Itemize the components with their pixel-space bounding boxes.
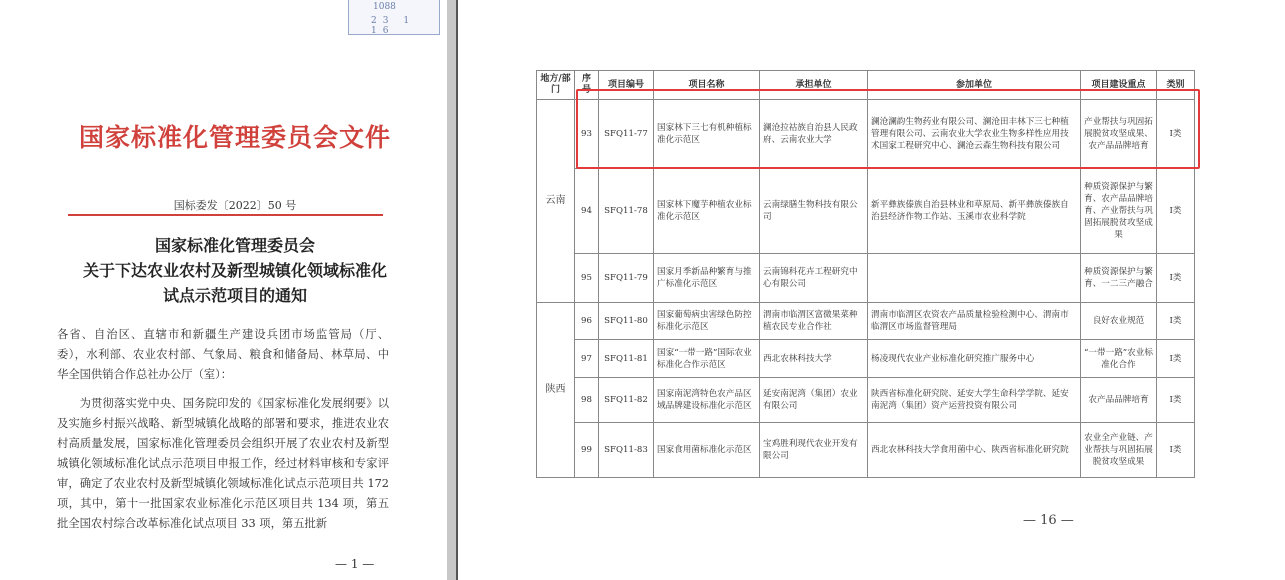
cell-no: 93 — [575, 100, 599, 169]
cell-participants: 杨凌现代农业产业标准化研究推广服务中心 — [868, 340, 1081, 378]
cell-participants: 渭南市临渭区农资农产品质量检验检测中心、渭南市临渭区市场监督管理局 — [868, 303, 1081, 340]
cell-focus: 农产品品牌培育 — [1081, 378, 1157, 423]
cell-code: SFQ11-81 — [599, 340, 654, 378]
left-page — [0, 0, 447, 580]
region-cell: 陕西 — [537, 303, 575, 478]
cell-code: SFQ11-77 — [599, 100, 654, 169]
table-row — [537, 254, 1195, 303]
cell-category: Ⅰ类 — [1157, 423, 1195, 478]
page-number-left: — 1 — — [335, 557, 375, 571]
cell-name: 国家南泥湾特色农产品区域品牌建设标准化示范区 — [654, 378, 760, 423]
cell-code: SFQ11-83 — [599, 423, 654, 478]
cell-no: 94 — [575, 169, 599, 254]
table-row — [537, 378, 1195, 423]
cell-undertaker: 西北农林科技大学 — [760, 340, 868, 378]
cell-no: 97 — [575, 340, 599, 378]
cell-category: Ⅰ类 — [1157, 100, 1195, 169]
table-row — [537, 169, 1195, 254]
header-region: 地方/部门 — [537, 71, 575, 100]
cell-name: 国家月季新品种繁育与推广标准化示范区 — [654, 254, 760, 303]
cell-undertaker: 渭南市临渭区富微果菜种植农民专业合作社 — [760, 303, 868, 340]
cell-focus: 种质资源保护与繁育、一二三产融合 — [1081, 254, 1157, 303]
header-category: 类别 — [1157, 71, 1195, 100]
stamp-number: 1088 — [373, 2, 396, 12]
cell-undertaker: 宝鸡胜利现代农业开发有限公司 — [760, 423, 868, 478]
cell-name: 国家“一带一路”国际农业标准化合作示范区 — [654, 340, 760, 378]
stamp-date: 23 1 16 — [371, 16, 416, 36]
cell-no: 98 — [575, 378, 599, 423]
table-row — [537, 100, 1195, 169]
header-name: 项目名称 — [654, 71, 760, 100]
addressee-paragraph: 各省、自治区、直辖市和新疆生产建设兵团市场监管局（厅、委），水利部、农业农村部、气象局、粮食和储备局、林草局、中华全国供销合作总社办公厅（室）： — [57, 328, 389, 381]
table-header-row — [537, 71, 1195, 100]
cell-participants: 陕西省标准化研究院、延安大学生命科学学院、延安南泥湾（集团）资产运营投资有限公司 — [868, 378, 1081, 423]
received-stamp — [348, 0, 440, 35]
cell-name: 国家林下三七有机种植标准化示范区 — [654, 100, 760, 169]
cell-code: SFQ11-82 — [599, 378, 654, 423]
region-cell: 云南 — [537, 100, 575, 303]
cell-focus: 种质资源保护与繁育、农产品品牌培育、产业帮扶与巩固拓展脱贫攻坚成果 — [1081, 169, 1157, 254]
header-participants: 参加单位 — [868, 71, 1081, 100]
cell-code: SFQ11-78 — [599, 169, 654, 254]
title-line-3: 试点示范项目的通知 — [162, 286, 307, 305]
cell-participants — [868, 254, 1081, 303]
cell-undertaker: 延安南泥湾（集团）农业有限公司 — [760, 378, 868, 423]
cell-code: SFQ11-79 — [599, 254, 654, 303]
cell-category: Ⅰ类 — [1157, 340, 1195, 378]
header-focus: 项目建设重点 — [1081, 71, 1157, 100]
cell-category: Ⅰ类 — [1157, 254, 1195, 303]
cell-undertaker: 云南绿膳生物科技有限公司 — [760, 169, 868, 254]
cell-undertaker: 云南锦科花卉工程研究中心有限公司 — [760, 254, 868, 303]
body-paragraph: 为贯彻落实党中央、国务院印发的《国家标准化发展纲要》以及实施乡村振兴战略、新型城镇化战略的部署和要求，推进农业农村高质量发展，国家标准化管理委员会组织开展了农业农村及新型城镇化领域标准化试点示范项目申报工作，经过材料审核和专家评审，确定了农业农村及新型城镇化领域标准化试点示范项目共 172 项，其中，第十一批国家农业标准化示范区项目共 134 项，第五批全国农村综合改革标准化试点项目 33 项，第五批新 — [57, 397, 389, 530]
cell-code: SFQ11-80 — [599, 303, 654, 340]
title-line-2: 关于下达农业农村及新型城镇化领域标准化 — [82, 261, 387, 280]
cell-no: 95 — [575, 254, 599, 303]
cell-focus: 农业全产业链、产业帮扶与巩固拓展脱贫攻坚成果 — [1081, 423, 1157, 478]
cell-no: 99 — [575, 423, 599, 478]
table-row — [537, 423, 1195, 478]
red-divider — [68, 214, 383, 216]
cell-focus: 良好农业规范 — [1081, 303, 1157, 340]
table-row — [537, 340, 1195, 378]
cell-undertaker: 澜沧拉祜族自治县人民政府、云南农业大学 — [760, 100, 868, 169]
cell-participants: 新平彝族傣族自治县林业和草原局、新平彝族傣族自治县经济作物工作站、玉溪市农业科学院 — [868, 169, 1081, 254]
document-header: 国家标准化管理委员会文件 — [78, 123, 391, 152]
cell-category: Ⅰ类 — [1157, 378, 1195, 423]
cell-name: 国家林下魔芋种植农业标准化示范区 — [654, 169, 760, 254]
projects-table — [536, 70, 1195, 478]
page-number-right: — 16 — — [1023, 513, 1074, 528]
header-no: 序号 — [575, 71, 599, 100]
cell-focus: 产业帮扶与巩固拓展脱贫攻坚成果、农产品品牌培育 — [1081, 100, 1157, 169]
title-line-1: 国家标准化管理委员会 — [154, 236, 315, 255]
cell-participants: 西北农林科技大学食用菌中心、陕西省标准化研究院 — [868, 423, 1081, 478]
cell-participants: 澜沧澜韵生物药业有限公司、澜沧田丰林下三七种植管理有限公司、云南农业大学农业生物多样性应用技术国家工程研究中心、澜沧云森生物科技有限公司 — [868, 100, 1081, 169]
right-page — [458, 0, 1285, 580]
cell-name: 国家食用菌标准化示范区 — [654, 423, 760, 478]
table-row — [537, 303, 1195, 340]
header-code: 项目编号 — [599, 71, 654, 100]
cell-category: Ⅰ类 — [1157, 303, 1195, 340]
document-number: 国标委发〔2022〕50 号 — [173, 199, 297, 212]
cell-name: 国家葡萄病虫害绿色防控标准化示范区 — [654, 303, 760, 340]
cell-focus: “一带一路”农业标准化合作 — [1081, 340, 1157, 378]
cell-category: Ⅰ类 — [1157, 169, 1195, 254]
cell-no: 96 — [575, 303, 599, 340]
header-undertaker: 承担单位 — [760, 71, 868, 100]
